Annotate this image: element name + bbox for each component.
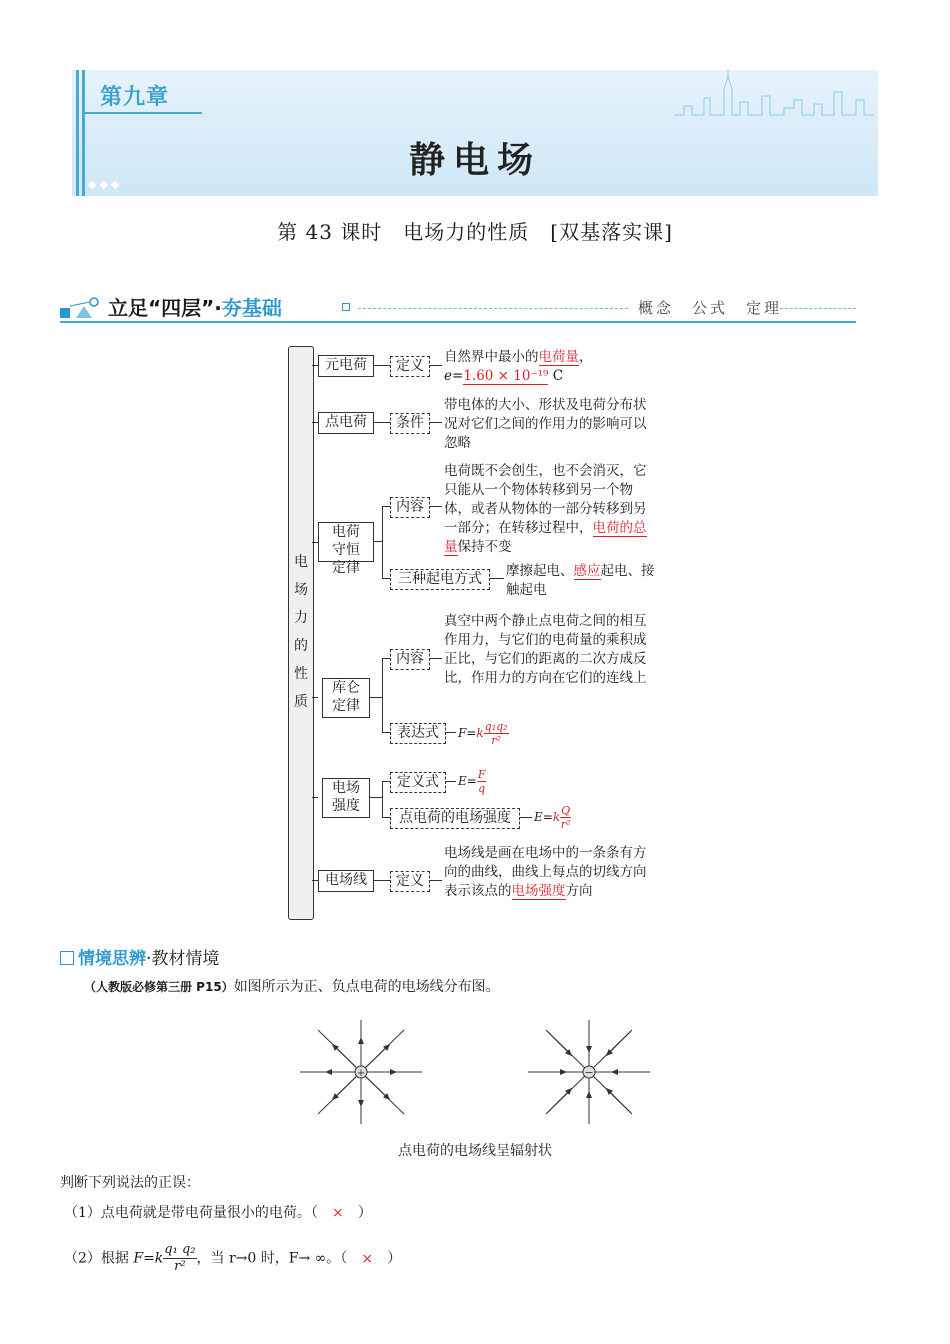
connector [374, 880, 390, 881]
denominator: r² [491, 734, 501, 747]
connector [312, 697, 318, 698]
branch-text [444, 612, 652, 688]
branch-label: 电场线 [325, 872, 367, 888]
sub-label: 表达式 [397, 725, 439, 741]
section-tags: 概念 公式 定理 [638, 299, 783, 317]
connector [382, 781, 390, 782]
point-field-formula [534, 804, 571, 831]
divider [82, 112, 202, 114]
close-paren: ） [387, 1250, 402, 1267]
formula-lhs: E= [534, 810, 553, 824]
denominator: q [478, 782, 486, 795]
sub-label: 定义 [396, 358, 424, 374]
text: 电荷既不会创生，也不会消灭，它只能从一个物体转移到另一个物体，或者从物体的一部分转移到另一部分；在转移过程中， [444, 463, 647, 536]
text: ， [579, 349, 593, 365]
connector [382, 578, 390, 579]
source-line [84, 976, 500, 996]
branch-label: 元电荷 [325, 357, 367, 373]
denominator: r² [560, 818, 571, 831]
sub-label: 条件 [396, 415, 424, 431]
field-line-diagram [290, 1016, 670, 1136]
lesson-title: 第 43 课时 电场力的性质 [双基落实课] [277, 220, 673, 244]
section-underline [60, 321, 856, 323]
connector [446, 732, 456, 733]
checkbox-icon [60, 951, 74, 965]
sub-charging-methods [390, 569, 490, 590]
section-title-prefix: 立足“四层”· [108, 296, 222, 320]
connector [430, 422, 442, 423]
connector [382, 732, 390, 733]
sub-label: 定义式 [397, 774, 439, 790]
mindmap-root-text: 电场力的性质 [294, 554, 308, 710]
text: = [452, 368, 464, 384]
sub-label: 内容 [396, 651, 424, 667]
sub-definition-formula [390, 772, 446, 793]
sub-expression [390, 723, 446, 744]
variable: e [444, 368, 452, 384]
highlight-text: 电荷量 [538, 349, 579, 365]
connector [382, 817, 390, 818]
connector [382, 506, 390, 507]
sub-content [390, 649, 430, 670]
question-1 [64, 1202, 372, 1222]
connector [370, 697, 382, 698]
formula-lhs: F= [458, 726, 477, 740]
divider [358, 308, 628, 309]
sub-content [390, 497, 430, 518]
connector [382, 658, 383, 732]
fraction [484, 720, 509, 747]
sub-label: 定义 [396, 873, 424, 889]
divider [780, 308, 856, 309]
branch-label: 点电荷 [325, 414, 367, 430]
intro-text: 如图所示为正、负点电荷的电场线分布图。 [233, 979, 500, 995]
text: 带电体的大小、形状及电荷分布状况对它们之间的作用力的影响可以忽略 [444, 397, 647, 451]
numerator: q₁ q₂ [164, 1242, 196, 1257]
diamond-decoration-icon: ◆◆◆ [88, 178, 123, 191]
close-paren: ） [357, 1205, 372, 1221]
connector [490, 578, 504, 579]
chapter-title: 静电场 [408, 140, 541, 181]
connector [382, 781, 383, 817]
formula-coef: k [476, 726, 484, 740]
numerator: F [477, 768, 486, 781]
question-text: （1）点电荷就是带电荷量很小的电荷。（ [64, 1205, 318, 1221]
sub-definition [390, 356, 430, 377]
sub-label: 点电荷的电场强度 [399, 810, 511, 826]
numerator: q₁q₂ [484, 720, 508, 733]
connector [374, 541, 382, 542]
section-title [108, 292, 282, 321]
svg-text:+: + [356, 1068, 366, 1079]
denominator: r² [174, 1259, 186, 1274]
highlight-text: 电场强度 [511, 883, 566, 899]
city-skyline-icon [674, 70, 874, 140]
connector [374, 422, 390, 423]
question-2 [64, 1242, 401, 1275]
branch-text [444, 462, 656, 557]
formula-coef: k [552, 810, 561, 824]
branch-field-strength [322, 778, 370, 818]
text: 摩擦起电、 [506, 563, 574, 579]
wrong-mark-icon: × [332, 1205, 344, 1221]
svg-text:−: − [584, 1066, 594, 1079]
connector [430, 880, 442, 881]
text: 电场线是画在电场中的一条条有方向的曲线，曲线上每点的切线方向表示该点的 [444, 845, 647, 899]
highlight-text: 感应 [573, 563, 601, 579]
connector [312, 797, 318, 798]
question-text: （2）根据 [64, 1250, 134, 1267]
sub-definition [390, 871, 430, 892]
connector [382, 658, 390, 659]
branch-label: 电场强度 [332, 780, 360, 814]
branch-dian-dianhe [318, 412, 374, 434]
chapter-number: 第九章 [100, 85, 170, 110]
text: 方向 [565, 883, 593, 899]
fraction [477, 768, 487, 795]
text: C [548, 368, 564, 384]
branch-field-lines [318, 870, 374, 892]
branch-label: 库仑定律 [332, 680, 360, 714]
text: 保持不变 [457, 539, 512, 555]
branch-text [444, 844, 652, 901]
text: 真空中两个静止点电荷之间的相互作用力，与它们的电荷量的乘积成正比，与它们的距离的二次方成反比，作用力的方向在它们的连线上 [444, 613, 647, 686]
sub-condition [390, 413, 430, 434]
sub-point-charge-field [390, 808, 520, 829]
small-square-icon [342, 303, 350, 311]
formula-lhs: F=k [133, 1250, 164, 1267]
judge-prompt: 判断下列说法的正误： [60, 1175, 200, 1191]
fraction [560, 804, 571, 831]
numerator: Q [561, 804, 571, 817]
connector [430, 365, 442, 366]
branch-yuan-dianhe [318, 355, 374, 377]
section-title-highlight: 夯基础 [221, 296, 282, 320]
highlight-text: 1.60 × 10⁻¹⁹ [463, 368, 549, 384]
formula-lhs: E= [458, 774, 477, 788]
situation-title [60, 944, 219, 969]
situation-title-rest: ·教材情境 [146, 949, 220, 969]
wrong-mark-icon: × [361, 1250, 374, 1267]
connector [382, 506, 383, 578]
connector [430, 506, 442, 507]
branch-coulomb [322, 678, 370, 718]
fraction [163, 1242, 196, 1275]
connector [370, 797, 382, 798]
textbook-source: （人教版必修第三册 P15） [84, 980, 234, 994]
situation-title-highlight: 情境思辨 [78, 949, 146, 969]
branch-text [444, 348, 644, 386]
branch-label: 电荷守恒定律 [332, 524, 360, 576]
connector [520, 817, 532, 818]
field-definition-formula [458, 768, 486, 795]
connector [374, 365, 390, 366]
figure-caption: 点电荷的电场线呈辐射状 [398, 1143, 552, 1159]
text: 起电、接触起电 [506, 563, 655, 598]
text: 自然界中最小的 [444, 349, 539, 365]
question-text: ，当 r→0 时，F→ ∞。（ [196, 1250, 348, 1267]
mindmap-root-label [288, 548, 314, 716]
highlight-text: 电荷的总量 [444, 520, 647, 555]
sub-label: 内容 [396, 499, 424, 515]
branch-text [506, 562, 656, 600]
connector [446, 781, 456, 782]
branch-conservation [318, 522, 374, 576]
connector [430, 658, 442, 659]
coulomb-formula [458, 720, 509, 747]
sub-label: 三种起电方式 [398, 571, 482, 587]
branch-text [444, 396, 654, 453]
